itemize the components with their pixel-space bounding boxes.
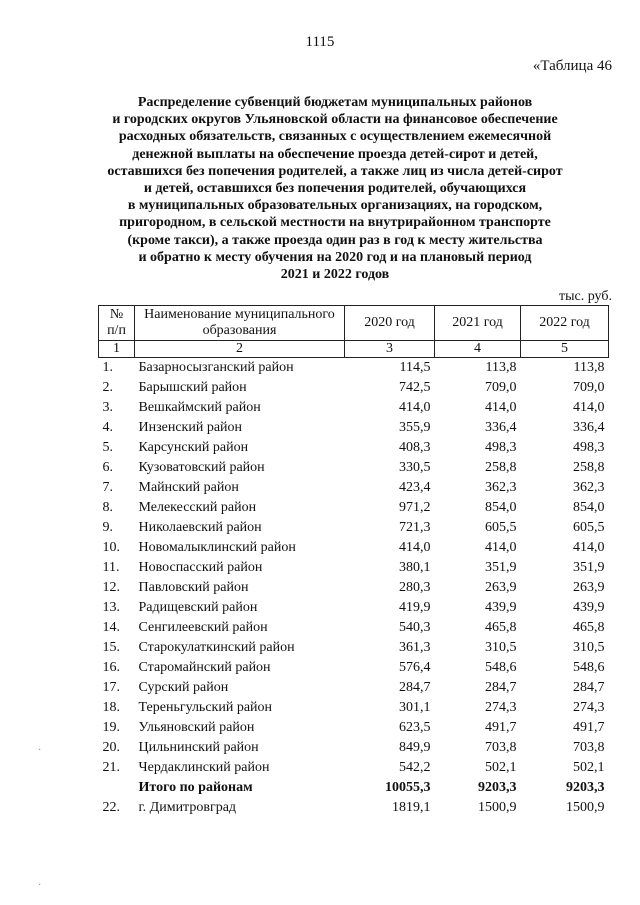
table-row [99,658,609,678]
title-line: и обратно к месту обучения на 2020 год и на плановый период [138,249,532,265]
row-number: 8. [102,500,113,515]
header-num: № п/п [99,306,135,341]
value-2021: 1500,9 [478,800,517,815]
table-row [99,438,609,458]
row-number: 12. [102,580,120,595]
value-2022: 258,8 [573,460,605,475]
value-2021: 258,8 [485,460,517,475]
column-index: 1 [99,341,135,358]
value-2020: 540,3 [399,620,431,635]
value-2022: 362,3 [573,480,605,495]
value-2021: 274,3 [485,700,517,715]
header-2021: 2021 год [435,306,521,341]
value-2020: 361,3 [399,640,431,655]
value-2022: 414,0 [573,540,605,555]
title-line: и городских округов Ульяновской области на финансовое обеспечение [112,112,558,128]
value-2022: 284,7 [573,680,605,695]
value-2022: 605,5 [573,520,605,535]
table-row [99,678,609,698]
value-2020: 1819,1 [392,800,431,815]
value-2022: 9203,3 [566,780,605,795]
value-2022: 439,9 [573,600,605,615]
value-2022: 113,8 [573,360,605,375]
municipality-name: Итого по районам [138,780,253,795]
row-number: 11. [102,560,120,575]
table-row [99,758,609,778]
table-row [99,718,609,738]
row-number: 1. [102,360,113,375]
column-index: 2 [135,341,345,358]
value-2022: 351,9 [573,560,605,575]
value-2022: 263,9 [573,580,605,595]
row-number: 21. [102,760,120,775]
value-2020: 408,3 [399,440,431,455]
value-2022: 414,0 [573,400,605,415]
value-2020: 721,3 [399,520,431,535]
municipality-name: Павловский район [138,580,249,595]
title-line: (кроме такси), а также проезда один раз в год к месту жительства [127,232,543,248]
value-2020: 280,3 [399,580,431,595]
table-row [99,538,609,558]
value-2022: 709,0 [573,380,605,395]
value-2020: 301,1 [399,700,431,715]
value-2020: 380,1 [399,560,431,575]
municipality-name: Сенгилеевский район [138,620,268,635]
row-number: 20. [102,740,120,755]
row-number: 5. [102,440,113,455]
header-2020: 2020 год [345,306,435,341]
municipality-name: Кузоватовский район [138,460,265,475]
table-row [99,558,609,578]
value-2021: 310,5 [485,640,517,655]
row-number [99,778,135,798]
row-number: 7. [102,480,113,495]
municipality-name: Карсунский район [138,440,249,455]
row-number: 10. [102,540,120,555]
value-2020: 419,9 [399,600,431,615]
value-2020: 576,4 [399,660,431,675]
value-2020: 423,4 [399,480,431,495]
municipality-name: Старомайнский район [138,660,271,675]
scan-mark: · [38,880,42,891]
column-index: 5 [521,341,609,358]
value-2022: 703,8 [573,740,605,755]
municipality-name: Новомалыклинский район [138,540,296,555]
municipality-name: Мелекесский район [138,500,257,515]
total-row [99,778,609,798]
table-reference: «Таблица 46 [532,58,612,74]
value-2020: 971,2 [399,500,431,515]
value-2021: 703,8 [485,740,517,755]
table-row [99,518,609,538]
scan-mark: · [38,745,42,756]
row-number: 16. [102,660,120,675]
value-2020: 542,2 [399,760,431,775]
value-2022: 491,7 [573,720,605,735]
value-2020: 414,0 [399,540,431,555]
header-name: Наименование муниципального образования [135,306,345,341]
value-2022: 465,8 [573,620,605,635]
table-body [99,358,609,819]
row-number: 3. [102,400,113,415]
value-2020: 623,5 [399,720,431,735]
row-number: 22. [102,800,120,815]
municipality-name: Базарносызганский район [138,360,294,375]
value-2021: 362,3 [485,480,517,495]
value-2021: 351,9 [485,560,517,575]
value-2021: 548,6 [485,660,517,675]
value-2020: 330,5 [399,460,431,475]
municipality-name: Ульяновский район [138,720,255,735]
municipality-name: г. Димитровград [138,800,237,815]
row-number: 18. [102,700,120,715]
table-row [99,698,609,718]
municipality-name: Сурский район [138,680,229,695]
municipality-name: Майнский район [138,480,239,495]
row-number: 14. [102,620,120,635]
municipality-name: Николаевский район [138,520,262,535]
table-row [99,418,609,438]
document-title [100,94,570,283]
value-2021: 9203,3 [478,780,517,795]
value-2020: 414,0 [399,400,431,415]
municipality-name: Инзенский район [138,420,243,435]
table-row [99,458,609,478]
table-row [99,498,609,518]
column-index-row [99,341,609,358]
value-2021: 414,0 [485,540,517,555]
title-line: 2021 и 2022 годов [280,267,390,283]
table-row [99,378,609,398]
municipality-name: Цильнинский район [138,740,259,755]
value-2021: 605,5 [485,520,517,535]
table-header-row [99,306,609,341]
value-2021: 498,3 [485,440,517,455]
title-line: в муниципальных образовательных организациях, на городском, [127,198,543,214]
header-2022: 2022 год [521,306,609,341]
value-2022: 310,5 [573,640,605,655]
value-2022: 274,3 [573,700,605,715]
value-2022: 336,4 [573,420,605,435]
value-2021: 465,8 [485,620,517,635]
page-number: 1115 [305,34,335,50]
row-number: 9. [102,520,113,535]
value-2021: 414,0 [485,400,517,415]
table-row [99,638,609,658]
title-line: денежной выплаты на обеспечение проезда детей-сирот и детей, [132,146,538,162]
value-2020: 355,9 [399,420,431,435]
column-index: 4 [435,341,521,358]
value-2021: 854,0 [485,500,517,515]
value-2021: 502,1 [485,760,517,775]
row-number: 2. [102,380,113,395]
title-line: пригородном, в сельской местности на внутрирайонном транспорте [119,215,551,231]
municipality-name: Чердаклинский район [138,760,270,775]
value-2021: 439,9 [485,600,517,615]
row-number: 17. [102,680,120,695]
title-line: оставшихся без попечения родителей, а также лиц из числа детей-сирот [107,163,563,179]
municipality-name: Тереньгульский район [138,700,273,715]
value-2020: 114,5 [399,360,431,375]
value-2022: 502,1 [573,760,605,775]
column-index: 3 [345,341,435,358]
value-2021: 709,0 [485,380,517,395]
subvention-table [98,305,609,818]
value-2021: 284,7 [485,680,517,695]
table-row [99,598,609,618]
value-2022: 854,0 [573,500,605,515]
table-row [99,478,609,498]
row-number: 6. [102,460,113,475]
value-2022: 498,3 [573,440,605,455]
title-line: Распределение субвенций бюджетам муниципальных районов [137,95,533,110]
unit-label: тыс. руб. [559,289,612,304]
value-2021: 336,4 [485,420,517,435]
value-2022: 1500,9 [566,800,605,815]
title-line: и детей, оставшихся без попечения родителей, обучающихся [143,181,527,197]
value-2021: 113,8 [485,360,517,375]
row-number: 19. [102,720,120,735]
title-line: расходных обязательств, связанных с осуществлением ежемесячной [118,129,552,145]
row-number: 13. [102,600,120,615]
municipality-name: Старокулаткинский район [138,640,295,655]
value-2020: 849,9 [399,740,431,755]
municipality-name: Новоспасский район [138,560,263,575]
value-2020: 742,5 [399,380,431,395]
municipality-name: Барышский район [138,380,247,395]
value-2020: 10055,3 [385,780,431,795]
value-2021: 491,7 [485,720,517,735]
value-2020: 284,7 [399,680,431,695]
table-row [99,358,609,379]
table-row [99,398,609,418]
table-row [99,618,609,638]
table-row [99,798,609,818]
value-2022: 548,6 [573,660,605,675]
value-2021: 263,9 [485,580,517,595]
municipality-name: Вешкаймский район [138,400,261,415]
municipality-name: Радищевский район [138,600,258,615]
row-number: 4. [102,420,113,435]
row-number: 15. [102,640,120,655]
table-row [99,738,609,758]
table-row [99,578,609,598]
